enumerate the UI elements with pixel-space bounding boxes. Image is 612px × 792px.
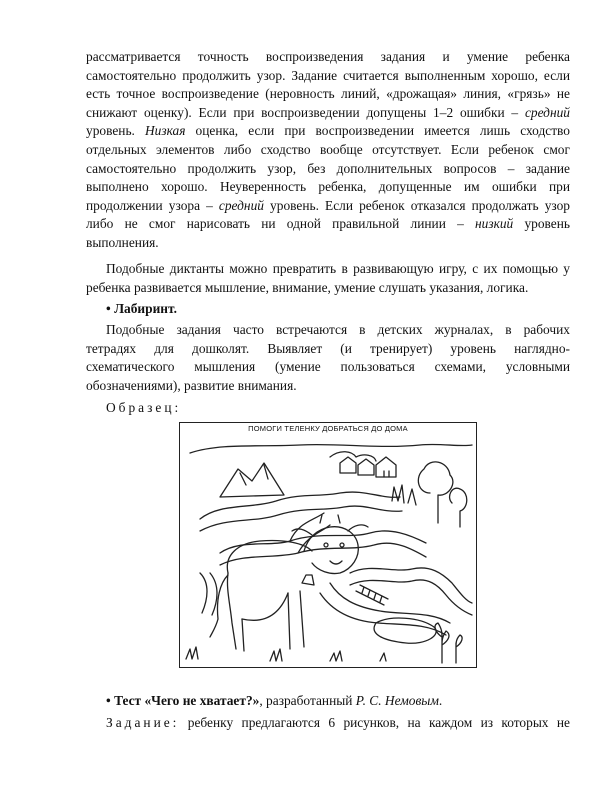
paragraph-line: [86, 714, 570, 733]
test-heading: [106, 692, 442, 710]
labyrinth-heading: [106, 300, 177, 318]
paragraph-line: ребенка развивается мышление, внимание, умение слушать указания, логика.: [86, 279, 529, 295]
paragraph-line: есть точное воспроизведение (неровность линий, «дрожащая» линия, «грязь» не: [86, 86, 570, 102]
paragraph-line: тетрадях для дошколят. Выявляет (и тренирует) уровень наглядно-: [86, 340, 570, 356]
paragraph-line: продолжении узора – средний уровень. Если ребенок отказался продолжать узор: [86, 197, 570, 213]
test-connector: , разработанный: [259, 693, 356, 708]
maze-figure: [179, 422, 477, 668]
dictation-paragraph: [86, 260, 570, 297]
paragraph-line: схематического мышления (умение пользоваться схемами, условными: [86, 359, 570, 375]
task-paragraph: [86, 714, 570, 733]
paragraph-line: обозначениями), развитие внимания.: [86, 377, 297, 393]
paragraph-line: самостоятельно продолжить узор. Задание считается выполненным хорошо, если: [86, 67, 570, 83]
paragraph-line: уровень. Низкая оценка, если при воспроизведении имеется лишь сходство: [86, 123, 570, 139]
test-end: .: [438, 693, 443, 708]
paragraph-line: рассматривается точность воспроизведения задания и умение ребенка: [86, 49, 570, 64]
maze-calf-illustration: [180, 423, 476, 667]
bullet-symbol: •: [106, 693, 111, 708]
paragraph-line: выполнения.: [86, 234, 159, 250]
task-label: Задание:: [106, 715, 180, 730]
test-title: Тест «Чего не хватает?»: [114, 693, 260, 708]
sample-label: Образец:: [106, 400, 182, 415]
paragraph-line: Подобные диктанты можно превратить в развивающую игру, с их помощью у: [106, 261, 570, 276]
paragraph-line: Подобные задания часто встречаются в детских журналах, в рабочих: [106, 322, 570, 337]
labyrinth-label: Лабиринт.: [114, 301, 177, 316]
paragraph-line: выполнено хорошо. Неуверенность ребенка, допущенные им ошибки при: [86, 179, 570, 195]
bullet-symbol: •: [106, 301, 111, 316]
figure-caption: ПОМОГИ ТЕЛЕНКУ ДОБРАТЬСЯ ДО ДОМА: [248, 424, 408, 433]
task-text: ребенку предлагаются 6 рисунков, на каждом из которых не: [179, 715, 570, 730]
paragraph-line: снижают оценку). Если при воспроизведении допущены 1–2 ошибки – средний: [86, 104, 570, 120]
paragraph-line: либо не смог нарисовать ни одной правильной линии – низкий уровень: [86, 216, 570, 232]
evaluation-paragraph: [86, 48, 570, 253]
labyrinth-paragraph: [86, 321, 570, 395]
test-author: Р. С. Немовым: [355, 693, 439, 708]
paragraph-line: отдельных элементов либо сходство вообще отсутствует. Если ребенок смог: [86, 141, 570, 157]
paragraph-line: самостоятельно продолжить узор, без дополнительных вопросов – задание: [86, 160, 570, 176]
